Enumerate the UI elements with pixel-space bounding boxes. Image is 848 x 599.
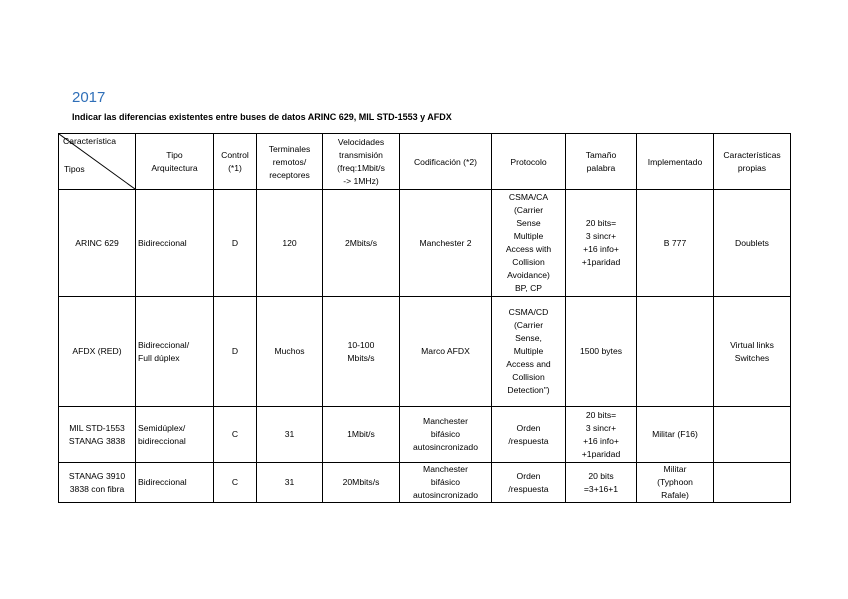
table-cell: Bidireccional/ Full dúplex [136, 297, 214, 407]
row-type-cell: STANAG 3910 3838 con fibra [59, 463, 136, 503]
table-cell: 20Mbits/s [323, 463, 400, 503]
row-type-cell: MIL STD-1553 STANAG 3838 [59, 407, 136, 463]
table-cell: CSMA/CA (Carrier Sense Multiple Access with Collision Avoidance) BP, CP [492, 190, 566, 297]
table-cell [714, 463, 791, 503]
table-cell: Manchester 2 [400, 190, 492, 297]
table-cell: CSMA/CD (Carrier Sense, Multiple Access and Collision Detection") [492, 297, 566, 407]
table-cell: Muchos [257, 297, 323, 407]
table-cell: 1500 bytes [566, 297, 637, 407]
table-cell: Manchester bifásico autosincronizado [400, 463, 492, 503]
table-cell: 20 bits= 3 sincr+ +16 info+ +1paridad [566, 407, 637, 463]
year-heading: 2017 [72, 89, 106, 106]
column-header: Control (*1) [214, 134, 257, 190]
table-cell: B 777 [637, 190, 714, 297]
table-cell: Virtual links Switches [714, 297, 791, 407]
header-row [59, 134, 791, 190]
column-header: Características propias [714, 134, 791, 190]
table-cell: 1Mbit/s [323, 407, 400, 463]
table-cell: Manchester bifásico autosincronizado [400, 407, 492, 463]
table-cell: 31 [257, 463, 323, 503]
table-cell: 31 [257, 407, 323, 463]
column-header: Implementado [637, 134, 714, 190]
corner-header-cell [59, 134, 136, 190]
column-header: Terminales remotos/ receptores [257, 134, 323, 190]
table-row [59, 463, 791, 503]
table-cell: Doublets [714, 190, 791, 297]
table-cell: Orden /respuesta [492, 407, 566, 463]
comparison-table [58, 133, 791, 503]
table-row [59, 297, 791, 407]
table-cell: Militar (F16) [637, 407, 714, 463]
corner-header-types: Tipos [64, 164, 85, 174]
table-cell: D [214, 297, 257, 407]
table-cell: 2Mbits/s [323, 190, 400, 297]
table-cell: Marco AFDX [400, 297, 492, 407]
table-cell [637, 297, 714, 407]
table-cell: 20 bits= 3 sincr+ +16 info+ +1paridad [566, 190, 637, 297]
table-cell: C [214, 463, 257, 503]
table-cell: Militar (Typhoon Rafale) [637, 463, 714, 503]
row-type-cell: ARINC 629 [59, 190, 136, 297]
table-cell: 120 [257, 190, 323, 297]
table-cell: D [214, 190, 257, 297]
table-cell: Bidireccional [136, 190, 214, 297]
column-header: Tipo Arquitectura [136, 134, 214, 190]
table-cell: Semidúplex/ bidireccional [136, 407, 214, 463]
table-cell: C [214, 407, 257, 463]
table-cell [714, 407, 791, 463]
table-cell: 10-100 Mbits/s [323, 297, 400, 407]
table-cell: 20 bits =3+16+1 [566, 463, 637, 503]
table-row [59, 407, 791, 463]
column-header: Codificación (*2) [400, 134, 492, 190]
table-cell: Orden /respuesta [492, 463, 566, 503]
column-header: Tamaño palabra [566, 134, 637, 190]
corner-header-feature: Característica [63, 136, 117, 146]
column-header: Velocidades transmisión (freq:1Mbit/s -> 1MHz) [323, 134, 400, 190]
column-header: Protocolo [492, 134, 566, 190]
table-row [59, 190, 791, 297]
document-subtitle: Indicar las diferencias existentes entre buses de datos ARINC 629, MIL STD-1553 y AFDX [72, 112, 452, 122]
table-cell: Bidireccional [136, 463, 214, 503]
row-type-cell: AFDX (RED) [59, 297, 136, 407]
